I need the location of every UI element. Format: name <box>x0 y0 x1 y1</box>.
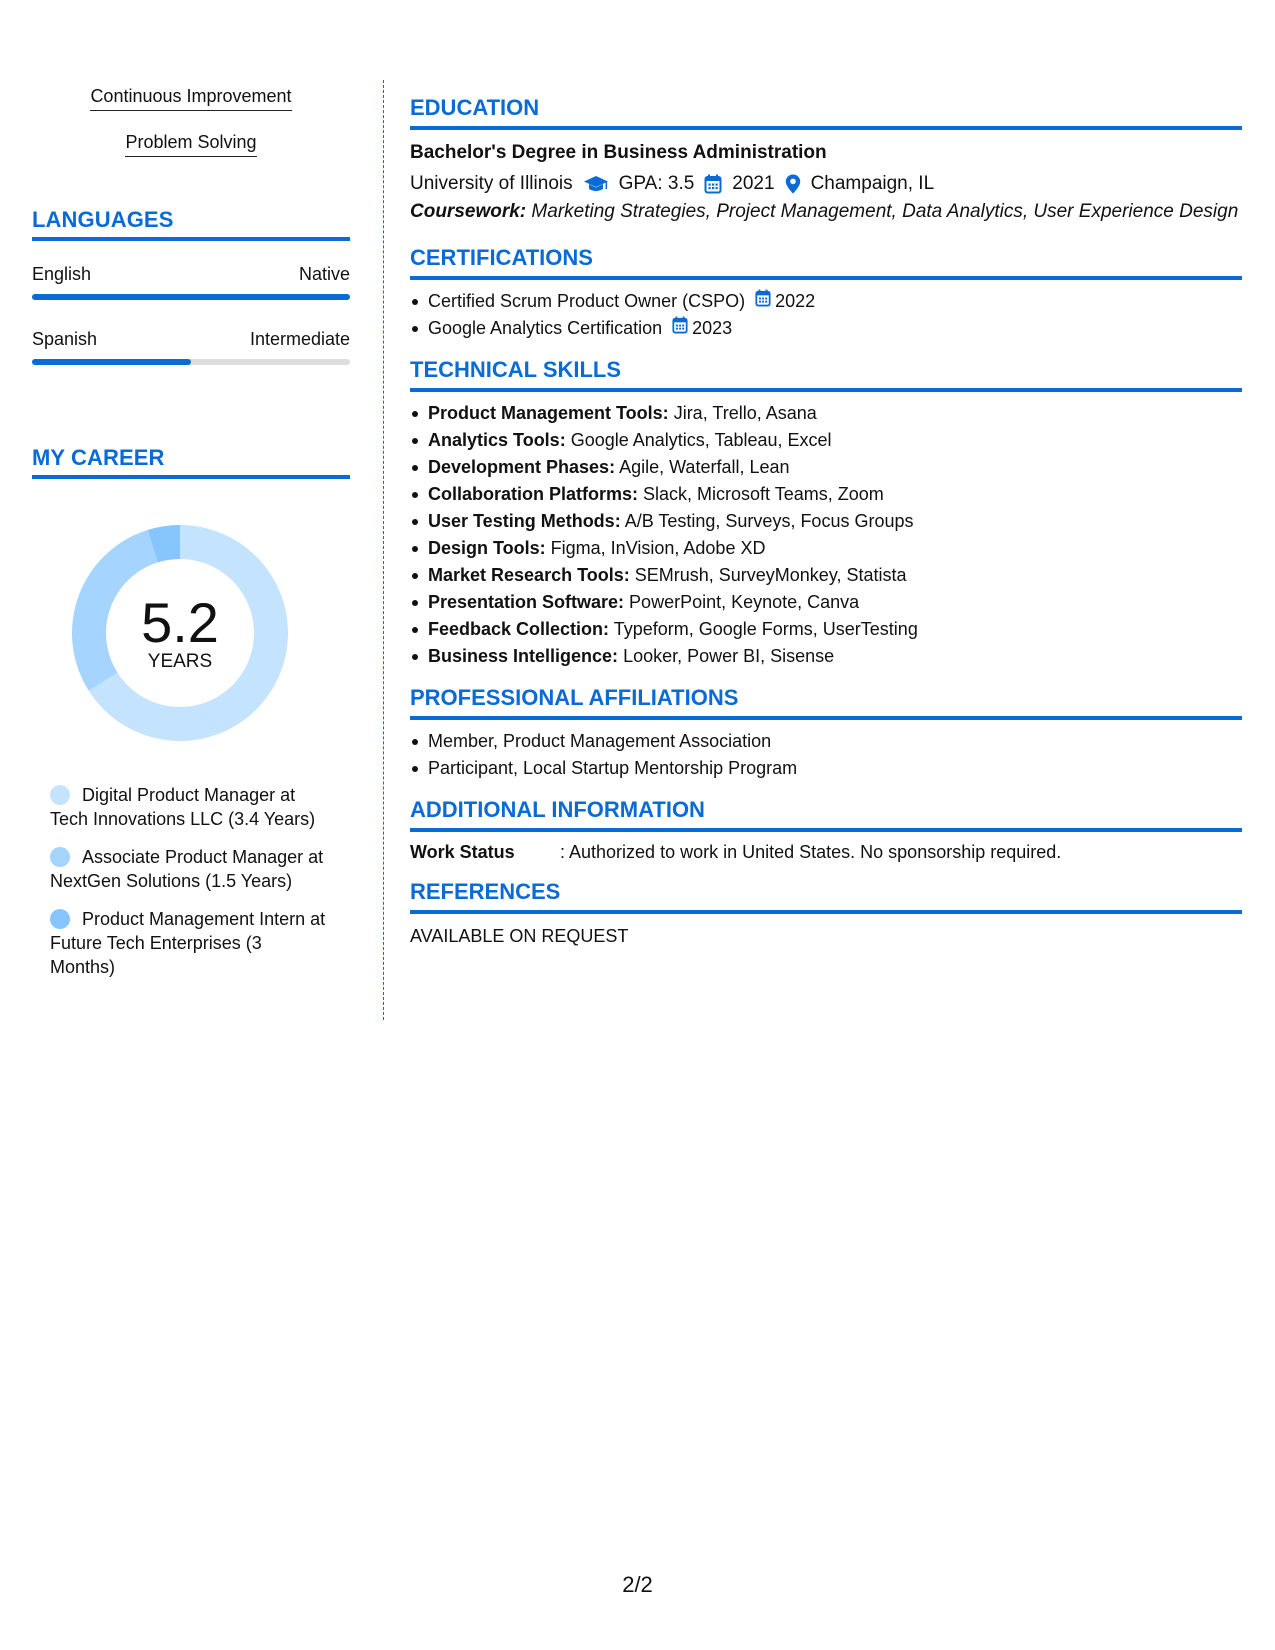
skill-category: Market Research Tools: <box>428 565 630 585</box>
certification-name: Google Analytics Certification <box>428 318 663 338</box>
skill-category: User Testing Methods: <box>428 511 621 531</box>
references-text: AVAILABLE ON REQUEST <box>410 926 629 946</box>
education-heading: EDUCATION <box>410 94 1242 130</box>
legend-dot-icon <box>50 909 70 929</box>
skill-values: Google Analytics, Tableau, Excel <box>565 430 832 450</box>
graduation-year: 2021 <box>732 173 775 194</box>
skill-values: A/B Testing, Surveys, Focus Groups <box>620 511 914 531</box>
language-bar-fill <box>32 294 350 300</box>
affiliations-heading: PROFESSIONAL AFFILIATIONS <box>410 684 1242 720</box>
career-legend <box>50 783 330 979</box>
skill-category: Design Tools: <box>428 538 546 558</box>
calendar-icon <box>672 315 692 342</box>
coursework-label: Coursework: <box>410 201 527 222</box>
career-legend-label: Digital Product Manager at Tech Innovations LLC (3.4 Years) <box>50 785 316 829</box>
technical-skills-heading: TECHNICAL SKILLS <box>410 356 1242 392</box>
skill-category: Presentation Software: <box>428 592 625 612</box>
strength-label: Continuous Improvement <box>90 84 291 111</box>
list-item <box>410 400 1242 427</box>
calendar-icon <box>755 288 775 315</box>
certification-year: 2023 <box>692 318 733 338</box>
affiliations-list <box>410 728 1242 782</box>
skills-list <box>410 400 1242 670</box>
skill-values: Looker, Power BI, Sisense <box>618 646 835 666</box>
skill-category: Product Management Tools: <box>428 403 669 423</box>
school-name: University of Illinois <box>410 173 573 194</box>
map-pin-icon <box>785 174 801 194</box>
career-legend-label: Product Management Intern at Future Tech Enterprises (3 Months) <box>50 909 326 977</box>
calendar-icon <box>704 174 722 194</box>
skill-values: PowerPoint, Keynote, Canva <box>624 592 860 612</box>
list-item <box>410 535 1242 562</box>
language-bar <box>32 294 350 300</box>
career-legend-item <box>50 907 330 979</box>
additional-info-heading: ADDITIONAL INFORMATION <box>410 796 1242 832</box>
column-divider <box>383 80 384 1020</box>
graduation-cap-icon <box>583 175 609 193</box>
language-bar-fill <box>32 359 191 365</box>
list-item <box>410 616 1242 643</box>
skill-category: Analytics Tools: <box>428 430 566 450</box>
technical-skills-section <box>410 356 1242 670</box>
list-item <box>410 481 1242 508</box>
certification-year: 2022 <box>775 291 816 311</box>
strength-label: Problem Solving <box>125 130 256 157</box>
list-item <box>410 427 1242 454</box>
list-item <box>410 643 1242 670</box>
skill-values: Agile, Waterfall, Lean <box>615 457 790 477</box>
affiliations-section <box>410 684 1242 782</box>
career-legend-label: Associate Product Manager at NextGen Solutions (1.5 Years) <box>50 847 324 891</box>
list-item <box>410 589 1242 616</box>
skill-category: Development Phases: <box>428 457 616 477</box>
skill-values: Slack, Microsoft Teams, Zoom <box>638 484 884 504</box>
certifications-section <box>410 244 1242 342</box>
references-heading: REFERENCES <box>410 878 1242 914</box>
list-item <box>410 562 1242 589</box>
career-heading: MY CAREER <box>32 445 350 479</box>
coursework <box>410 200 1242 224</box>
career-donut-chart <box>66 519 294 747</box>
strength-item <box>32 130 350 157</box>
skill-values: Typeform, Google Forms, UserTesting <box>609 619 918 639</box>
career-legend-item <box>50 845 330 893</box>
work-status-label: Work Status <box>410 842 515 862</box>
work-status-row <box>410 840 1242 864</box>
skill-category: Business Intelligence: <box>428 646 619 666</box>
strength-item <box>32 84 350 111</box>
left-column <box>32 84 350 993</box>
language-level: Intermediate <box>249 329 350 349</box>
list-item: Participant, Local Startup Mentorship Program <box>410 755 1242 782</box>
list-item <box>410 315 1242 342</box>
school-location: Champaign, IL <box>810 173 935 194</box>
skill-values: Jira, Trello, Asana <box>668 403 817 423</box>
language-name: English <box>32 264 92 284</box>
certifications-list <box>410 288 1242 342</box>
language-name: Spanish <box>32 329 98 349</box>
languages-heading: LANGUAGES <box>32 207 350 241</box>
references-section <box>410 878 1242 948</box>
skill-category: Feedback Collection: <box>428 619 610 639</box>
career-years-label: YEARS <box>147 651 213 672</box>
career-legend-item <box>50 783 330 831</box>
list-item: Member, Product Management Association <box>410 728 1242 755</box>
additional-info-section <box>410 796 1242 864</box>
page-number: 2/2 <box>622 1572 653 1597</box>
right-column <box>410 94 1242 962</box>
certification-name: Certified Scrum Product Owner (CSPO) <box>428 291 746 311</box>
education-meta <box>410 170 1242 198</box>
career-total-years: 5.2 <box>141 591 219 654</box>
legend-dot-icon <box>50 847 70 867</box>
gpa-value: GPA: 3.5 <box>618 173 695 194</box>
certifications-heading: CERTIFICATIONS <box>410 244 1242 280</box>
education-section <box>410 94 1242 224</box>
language-entry <box>32 328 350 365</box>
language-bar <box>32 359 350 365</box>
legend-dot-icon <box>50 785 70 805</box>
list-item <box>410 454 1242 481</box>
coursework-list: Marketing Strategies, Project Management, Data Analytics, User Experience Design <box>526 201 1239 222</box>
skill-values: SEMrush, SurveyMonkey, Statista <box>629 565 907 585</box>
degree-title: Bachelor's Degree in Business Administration <box>410 142 827 163</box>
language-level: Native <box>298 264 350 284</box>
skill-values: Figma, InVision, Adobe XD <box>545 538 766 558</box>
list-item <box>410 508 1242 535</box>
work-status-value: : Authorized to work in United States. No sponsorship required. <box>560 842 1062 862</box>
skill-category: Collaboration Platforms: <box>428 484 639 504</box>
language-entry <box>32 263 350 300</box>
list-item <box>410 288 1242 315</box>
